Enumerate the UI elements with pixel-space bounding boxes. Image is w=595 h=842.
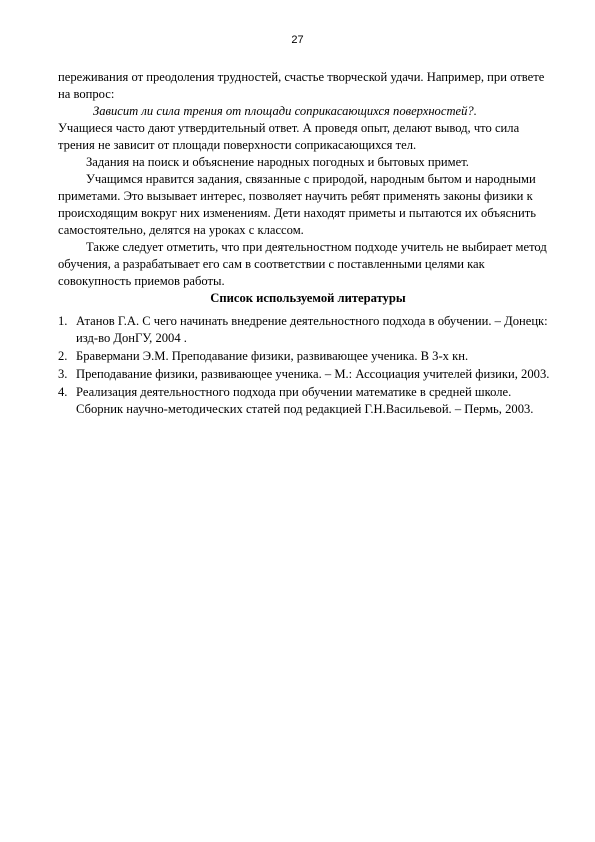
reference-number: 1. xyxy=(58,314,68,328)
reference-text: Бравермани Э.М. Преподавание физики, развивающее ученика. В 3-х кн. xyxy=(76,349,469,363)
document-body xyxy=(58,69,558,419)
reference-number: 2. xyxy=(58,349,68,363)
paragraph-question: Зависит ли сила трения от площади соприкасающихся поверхностей?. xyxy=(93,104,477,118)
reference-item xyxy=(58,348,558,365)
paragraph-task-heading: Задания на поиск и объяснение народных погодных и бытовых примет. xyxy=(86,155,469,169)
reference-item xyxy=(58,384,558,418)
paragraph-friction-conclusion: Учащиеся часто дают утвердительный ответ. А проведя опыт, делают вывод, что сила трения не зависит от площади поверхности соприкасающихся тел. xyxy=(58,121,520,152)
reference-text: Реализация деятельностного подхода при обучении математике в средней школе. Сборник научно-методических статей под редакцией Г.Н.Васильевой. – Пермь, 2003. xyxy=(76,385,534,416)
reference-number: 4. xyxy=(58,385,68,399)
paragraph-folk-signs: Учащимся нравится задания, связанные с природой, народным бытом и народными приметами. Это вызывает интерес, позволяет научить ребят применять законы физики к происходящим вокруг них изменениям. Дети находят приметы и пытаются их объяснить самостоятельно, делятся на уроках с классом. xyxy=(58,172,536,237)
page-number: 27 xyxy=(291,34,304,46)
paragraph-feelings: переживания от преодоления трудностей, счастье творческой удачи. Например, при ответе на вопрос: xyxy=(58,70,545,101)
reference-number: 3. xyxy=(58,367,68,381)
reference-text: Преподавание физики, развивающее ученика. – М.: Ассоциация учителей физики, 2003. xyxy=(76,367,550,381)
reference-text: Атанов Г.А. С чего начинать внедрение деятельностного подхода в обучении. – Донецк: изд-во ДонГУ, 2004 . xyxy=(76,314,548,345)
references-title: Список используемой литературы xyxy=(210,291,406,305)
paragraph-teacher-method: Также следует отметить, что при деятельностном подходе учитель не выбирает метод обучения, а разрабатывает его сам в соответствии с поставленными целями как совокупность приемов работы. xyxy=(58,240,547,288)
reference-item xyxy=(58,313,558,347)
reference-item xyxy=(58,366,558,383)
references-list xyxy=(58,313,558,418)
